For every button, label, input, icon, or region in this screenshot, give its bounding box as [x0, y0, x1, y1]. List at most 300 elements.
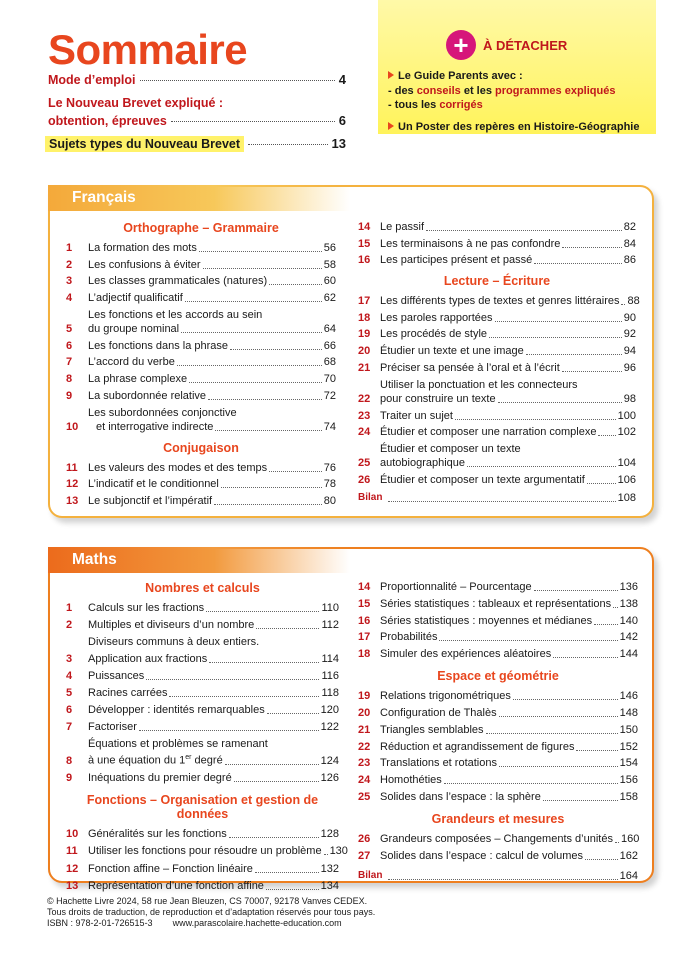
tab-maths: Maths	[48, 547, 350, 573]
toc-entry[interactable]	[358, 723, 638, 737]
entry-number: 11	[66, 845, 78, 858]
entry-page: 60	[323, 275, 336, 288]
entry-title: Homothéties	[380, 774, 442, 787]
leader-dots	[486, 733, 618, 734]
entry-page: 80	[323, 494, 336, 507]
entry-page: 62	[323, 291, 336, 304]
entry-title: Les procédés de style	[380, 328, 488, 341]
toc-entry[interactable]	[66, 258, 336, 272]
entry-page: 102	[617, 426, 636, 439]
footer	[47, 896, 375, 929]
entry-page: 92	[623, 328, 636, 341]
entry-number: 22	[358, 392, 371, 405]
entry-page: 126	[320, 771, 339, 784]
entry-title: Les différents types de textes et genres littéraires	[380, 295, 620, 308]
section-francais	[48, 185, 654, 518]
entry-page: 104	[617, 457, 636, 470]
entry-number: 3	[66, 653, 73, 665]
entry-page: 106	[617, 474, 636, 487]
entry-page: 124	[320, 754, 339, 767]
toc-entry[interactable]	[358, 409, 636, 423]
entry-page: 144	[619, 648, 638, 661]
entry-title: Puissances	[88, 670, 145, 682]
leader-dots	[177, 365, 322, 366]
intro-label-line2: obtention, épreuves	[48, 114, 167, 128]
entry-number: 12	[66, 862, 79, 875]
entry-title: Réduction et agrandissement de figures	[380, 740, 575, 753]
entry-page: 74	[323, 420, 336, 433]
leader-dots	[526, 354, 622, 355]
leader-dots	[562, 247, 621, 248]
toc-entry[interactable]	[358, 832, 638, 846]
toc-entry-bilan[interactable]	[358, 869, 638, 883]
page-title: Sommaire	[48, 26, 248, 73]
toc-entry[interactable]	[66, 703, 339, 717]
entry-title: Translations et rotations	[380, 757, 497, 770]
entry-page: 130	[329, 845, 348, 858]
toc-entry[interactable]	[66, 406, 336, 434]
leader-dots	[221, 487, 322, 488]
entry-page: 114	[321, 653, 339, 665]
entry-page: 88	[627, 295, 640, 308]
leader-dots	[189, 382, 322, 383]
detach-text: et les	[460, 84, 496, 97]
leader-dots	[324, 854, 328, 855]
entry-page: 142	[619, 631, 638, 644]
entry-number: 5	[66, 687, 73, 699]
toc-entry[interactable]	[358, 580, 638, 594]
bilan-label: Bilan	[358, 492, 383, 504]
entry-title: degré	[191, 754, 223, 767]
entry-title: Les valeurs des modes et des temps	[88, 461, 268, 474]
leader-dots	[248, 144, 328, 145]
toc-entry[interactable]	[66, 339, 336, 353]
toc-entry[interactable]	[358, 220, 636, 234]
entry-title: Calculs sur les fractions	[88, 602, 205, 614]
entry-page: 86	[623, 254, 636, 267]
toc-entry[interactable]	[358, 378, 636, 406]
toc-entry[interactable]	[66, 461, 336, 475]
entry-number: 2	[66, 258, 73, 271]
leader-dots	[388, 501, 616, 502]
toc-entry[interactable]	[66, 618, 339, 632]
intro-item-sujets-types[interactable]	[48, 136, 346, 152]
entry-page: 132	[320, 862, 339, 875]
leader-dots	[587, 483, 616, 484]
entry-page: 78	[323, 478, 336, 491]
entry-title: Les participes présent et passé	[380, 254, 533, 267]
entry-title: Les paroles rapportées	[380, 311, 493, 324]
detach-title: À DÉTACHER	[483, 37, 568, 53]
entry-number: 27	[358, 849, 371, 862]
toc-entry[interactable]	[358, 647, 638, 661]
entry-title: L’accord du verbe	[88, 356, 175, 369]
toc-entry[interactable]	[358, 689, 638, 703]
leader-dots	[534, 263, 621, 264]
entry-page: 158	[619, 790, 638, 803]
toc-entry[interactable]	[66, 771, 339, 785]
entry-title: Étudier et composer un texte argumentatif	[380, 474, 585, 487]
entry-number: 23	[358, 757, 371, 770]
intro-item-nouveau-brevet[interactable]	[48, 96, 346, 128]
toc-entry[interactable]	[66, 862, 339, 876]
leader-dots	[146, 679, 319, 680]
leader-dots	[499, 716, 618, 717]
toc-entry[interactable]	[358, 425, 636, 439]
toc-entry[interactable]	[66, 635, 339, 666]
toc-entry[interactable]	[358, 294, 640, 308]
isbn: ISBN : 978-2-01-726515-3	[47, 918, 153, 928]
entry-number: 20	[358, 706, 371, 719]
leader-dots	[255, 872, 319, 873]
leader-dots	[455, 419, 616, 420]
leader-dots	[513, 699, 618, 700]
intro-label: Mode d’emploi	[48, 73, 136, 87]
leader-dots	[203, 268, 322, 269]
toc-entry[interactable]	[358, 630, 638, 644]
plus-icon: +	[446, 30, 476, 60]
leader-dots	[234, 781, 319, 782]
leader-dots	[267, 713, 319, 714]
entry-page: 152	[619, 740, 638, 753]
entry-title: L’indicatif et le conditionnel	[88, 478, 219, 491]
copyright: © Hachette Livre 2024, 58 rue Jean Bleuzen, CS 70007, 92178 Vanves CEDEX.	[47, 896, 368, 906]
detach-box	[378, 0, 656, 134]
entry-title: Les classes grammaticales (natures)	[88, 275, 268, 288]
entry-number: 26	[358, 474, 371, 487]
toc-entry[interactable]	[66, 601, 339, 615]
entry-number: 6	[66, 339, 73, 352]
entry-number: 21	[358, 723, 371, 736]
francais-left-column	[66, 221, 336, 508]
entry-number: 19	[358, 690, 371, 703]
toc-entry[interactable]	[66, 355, 336, 369]
toc-entry[interactable]	[358, 790, 638, 804]
leader-dots	[613, 607, 618, 608]
leader-dots	[269, 284, 322, 285]
toc-entry[interactable]	[66, 372, 336, 386]
detach-highlight: conseils	[416, 84, 461, 97]
entry-number: 22	[358, 740, 371, 753]
entry-title: Séries statistiques : moyennes et médianes	[380, 614, 593, 627]
entry-number: 10	[66, 420, 79, 433]
leader-dots	[209, 662, 319, 663]
entry-title: Généralités sur les fonctions	[88, 827, 227, 840]
toc-entry[interactable]	[358, 442, 636, 470]
entry-page: 138	[619, 597, 638, 610]
intro-page: 13	[331, 136, 346, 151]
toc-entry[interactable]	[66, 737, 339, 768]
toc-entry[interactable]	[66, 669, 339, 683]
subheading: Fonctions – Organisation et gestion de données	[86, 792, 319, 821]
entry-page: 156	[619, 774, 638, 787]
detach-text: - tous les	[388, 99, 440, 111]
entry-title: Équations et problèmes se ramenant	[88, 738, 268, 750]
leader-dots	[206, 611, 319, 612]
entry-title: Traiter un sujet	[380, 409, 453, 422]
toc-entry[interactable]	[66, 879, 339, 893]
toc-entry[interactable]	[66, 720, 339, 734]
entry-number: 9	[66, 389, 73, 402]
entry-number: 7	[66, 356, 73, 369]
entry-page: 66	[323, 339, 336, 352]
leader-dots	[181, 332, 322, 333]
leader-dots	[598, 435, 615, 436]
entry-page: 116	[321, 670, 339, 682]
entry-number: 21	[358, 361, 371, 374]
entry-title: Grandeurs composées – Changements d’unités	[380, 832, 613, 845]
entry-page: 154	[619, 757, 638, 770]
leader-dots	[489, 337, 622, 338]
entry-number: 25	[358, 457, 371, 470]
toc-entry[interactable]	[358, 237, 636, 251]
entry-number: 24	[358, 426, 371, 439]
leader-dots	[388, 879, 618, 880]
entry-page: 164	[619, 869, 638, 882]
leader-dots	[534, 590, 618, 591]
entry-page: 140	[619, 614, 638, 627]
entry-title: Configuration de Thalès	[380, 706, 497, 719]
maths-right-column	[358, 580, 638, 883]
detach-line4: Un Poster des repères en Histoire-Géographie	[398, 120, 640, 133]
entry-title: Inéquations du premier degré	[88, 771, 232, 784]
entry-page: 58	[323, 258, 336, 271]
entry-number: 13	[66, 494, 79, 507]
leader-dots	[576, 750, 617, 751]
entry-title: autobiographique	[380, 457, 466, 470]
entry-title: Multiples et diviseurs d’un nombre	[88, 619, 255, 631]
entry-number: 12	[66, 478, 79, 491]
tab-francais: Français	[48, 185, 350, 211]
entry-title: Les fonctions dans la phrase	[88, 339, 229, 352]
toc-entry[interactable]	[66, 274, 336, 288]
entry-title: Les subordonnées conjonctive	[88, 406, 237, 419]
entry-page: 82	[623, 221, 636, 233]
entry-page: 96	[623, 361, 636, 374]
entry-title: Triangles semblables	[380, 723, 484, 736]
entry-page: 90	[623, 311, 636, 324]
website-link[interactable]: www.parascolaire.hachette-education.com	[172, 918, 342, 928]
entry-page: 108	[617, 492, 636, 505]
entry-page: 56	[323, 242, 336, 254]
entry-title: Diviseurs communs à deux entiers.	[88, 636, 260, 648]
entry-title: et interrogative indirecte	[96, 420, 214, 433]
leader-dots	[615, 842, 619, 843]
entry-number: 16	[358, 614, 371, 627]
toc-entry[interactable]	[66, 477, 336, 491]
entry-number: 11	[66, 461, 78, 474]
leader-dots	[266, 889, 319, 890]
detach-text: - des	[388, 84, 417, 97]
entry-page: 162	[619, 849, 638, 862]
toc-entry[interactable]	[358, 361, 636, 375]
entry-title: Développer : identités remarquables	[88, 704, 265, 716]
toc-entry[interactable]	[358, 849, 638, 863]
entry-number: 20	[358, 344, 371, 357]
toc-entry[interactable]	[66, 686, 339, 700]
entry-page: 76	[323, 461, 336, 474]
leader-dots	[256, 628, 319, 629]
leader-dots	[169, 696, 319, 697]
leader-dots	[562, 371, 622, 372]
leader-dots	[269, 471, 322, 472]
subheading: Nombres et calculs	[145, 581, 260, 595]
leader-dots	[199, 251, 322, 252]
toc-entry[interactable]	[358, 614, 638, 628]
toc-entry[interactable]	[66, 291, 336, 305]
leader-dots	[543, 800, 618, 801]
entry-title: Étudier et composer une narration complexe	[380, 426, 597, 439]
entry-number: 16	[358, 254, 371, 267]
toc-entry[interactable]	[358, 706, 638, 720]
entry-title: Fonction affine – Fonction linéaire	[88, 862, 253, 875]
intro-item-mode-emploi[interactable]	[48, 72, 346, 87]
intro-page: 6	[338, 113, 346, 128]
toc-entry-bilan[interactable]	[358, 491, 636, 505]
toc-entry[interactable]	[66, 494, 336, 508]
toc-entry[interactable]	[358, 327, 636, 341]
entry-title: Utiliser les fonctions pour résoudre un problème	[88, 845, 322, 858]
toc-entry[interactable]	[66, 389, 336, 403]
toc-entry[interactable]	[66, 827, 339, 841]
leader-dots	[230, 349, 322, 350]
entry-title: Préciser sa pensée à l’oral et à l’écrit	[380, 361, 560, 374]
entry-number: 2	[66, 619, 73, 631]
leader-dots	[185, 301, 322, 302]
entry-number: 23	[358, 409, 371, 422]
entry-number: 1	[66, 242, 73, 254]
leader-dots	[139, 730, 319, 731]
entry-page: 146	[619, 690, 638, 703]
entry-title: Proportionnalité – Pourcentage	[380, 581, 532, 593]
entry-number: 3	[66, 275, 73, 288]
entry-title: Solides dans l’espace : la sphère	[380, 790, 541, 803]
leader-dots	[208, 399, 322, 400]
entry-number: 5	[66, 322, 73, 335]
entry-title: à une équation du 1	[88, 754, 186, 767]
entry-page: 134	[320, 880, 339, 893]
entry-number: 1	[66, 602, 73, 614]
entry-page: 94	[623, 344, 636, 357]
entry-title: Solides dans l’espace : calcul de volumes	[380, 849, 584, 862]
entry-number: 8	[66, 372, 73, 385]
entry-page: 160	[620, 832, 640, 845]
entry-title: La formation des mots	[88, 242, 197, 254]
superscript: er	[185, 754, 192, 761]
toc-entry[interactable]	[66, 308, 336, 336]
toc-entry[interactable]	[358, 740, 638, 754]
entry-number: 8	[66, 754, 73, 767]
entry-number: 7	[66, 721, 73, 733]
entry-page: 84	[623, 237, 636, 250]
maths-left-column	[66, 581, 348, 893]
toc-entry[interactable]	[358, 597, 638, 611]
rights: Tous droits de traduction, de reproduction et d’adaptation réservés pour tous pays.	[47, 907, 376, 917]
entry-number: 25	[358, 790, 371, 803]
entry-number: 9	[66, 771, 73, 784]
entry-page: 136	[619, 581, 638, 593]
leader-dots	[499, 766, 618, 767]
leader-dots	[439, 640, 617, 641]
toc-entry[interactable]	[358, 773, 638, 787]
entry-title: Étudier et composer un texte	[380, 443, 521, 456]
toc-entry[interactable]	[358, 344, 636, 358]
subheading: Orthographe – Grammaire	[123, 221, 279, 235]
entry-number: 6	[66, 704, 73, 716]
entry-number: 14	[358, 581, 371, 593]
entry-page: 68	[323, 356, 336, 369]
entry-title: Les terminaisons à ne pas confondre	[380, 237, 561, 250]
entry-number: 4	[66, 670, 73, 682]
entry-number: 4	[66, 291, 73, 304]
entry-title: Étudier un texte et une image	[380, 344, 524, 357]
entry-number: 19	[358, 328, 371, 341]
entry-page: 64	[323, 322, 336, 335]
intro-page: 4	[338, 72, 346, 87]
leader-dots	[495, 321, 622, 322]
subheading: Lecture – Écriture	[443, 274, 551, 289]
intro-label-line1: Le Nouveau Brevet expliqué :	[48, 96, 224, 110]
bilan-label: Bilan	[358, 869, 383, 881]
leader-dots	[585, 859, 618, 860]
section-maths	[48, 547, 654, 893]
detach-line1: Le Guide Parents avec :	[398, 70, 523, 82]
entry-number: 10	[66, 827, 79, 840]
leader-dots	[498, 402, 622, 403]
entry-number: 15	[358, 237, 371, 250]
entry-title: Relations trigonométriques	[380, 690, 511, 703]
toc-entry[interactable]	[358, 311, 636, 325]
leader-dots	[214, 504, 322, 505]
entry-title: Application aux fractions	[88, 653, 208, 665]
toc-entry[interactable]	[66, 844, 348, 858]
entry-title: L’adjectif qualificatif	[88, 291, 183, 304]
entry-title: La phrase complexe	[88, 372, 188, 385]
entry-title: Le passif	[380, 221, 425, 233]
entry-title: Utiliser la ponctuation et les connecteurs	[380, 378, 578, 391]
leader-dots	[444, 783, 618, 784]
triangle-bullet-icon	[388, 122, 394, 130]
entry-title: Probabilités	[380, 631, 438, 644]
intro-label: Sujets types du Nouveau Brevet	[45, 136, 244, 152]
entry-page: 98	[623, 392, 636, 405]
entry-title: La subordonnée relative	[88, 389, 207, 402]
entry-page: 122	[320, 721, 339, 733]
entry-number: 15	[358, 597, 371, 610]
subheading: Conjugaison	[163, 440, 239, 455]
entry-title: Les fonctions et les accords au sein	[88, 308, 263, 321]
entry-title: Le subjonctif et l’impératif	[88, 494, 213, 507]
entry-title: du groupe nominal	[88, 322, 180, 335]
leader-dots	[225, 764, 319, 765]
entry-page: 150	[619, 723, 638, 736]
entry-title: Séries statistiques : tableaux et représentations	[380, 597, 612, 610]
leader-dots	[426, 230, 622, 231]
toc-entry[interactable]	[358, 473, 636, 487]
toc-entry[interactable]	[66, 241, 336, 255]
entry-page: 120	[320, 704, 339, 716]
entry-page: 128	[320, 827, 339, 840]
leader-dots	[229, 837, 319, 838]
entry-title: Les confusions à éviter	[88, 258, 201, 271]
leader-dots	[621, 304, 625, 305]
leader-dots	[171, 121, 335, 122]
entry-page: 72	[323, 389, 336, 402]
entry-page: 148	[619, 706, 638, 719]
toc-entry[interactable]	[358, 756, 638, 770]
entry-page: 118	[321, 687, 339, 699]
toc-entry[interactable]	[358, 253, 636, 267]
